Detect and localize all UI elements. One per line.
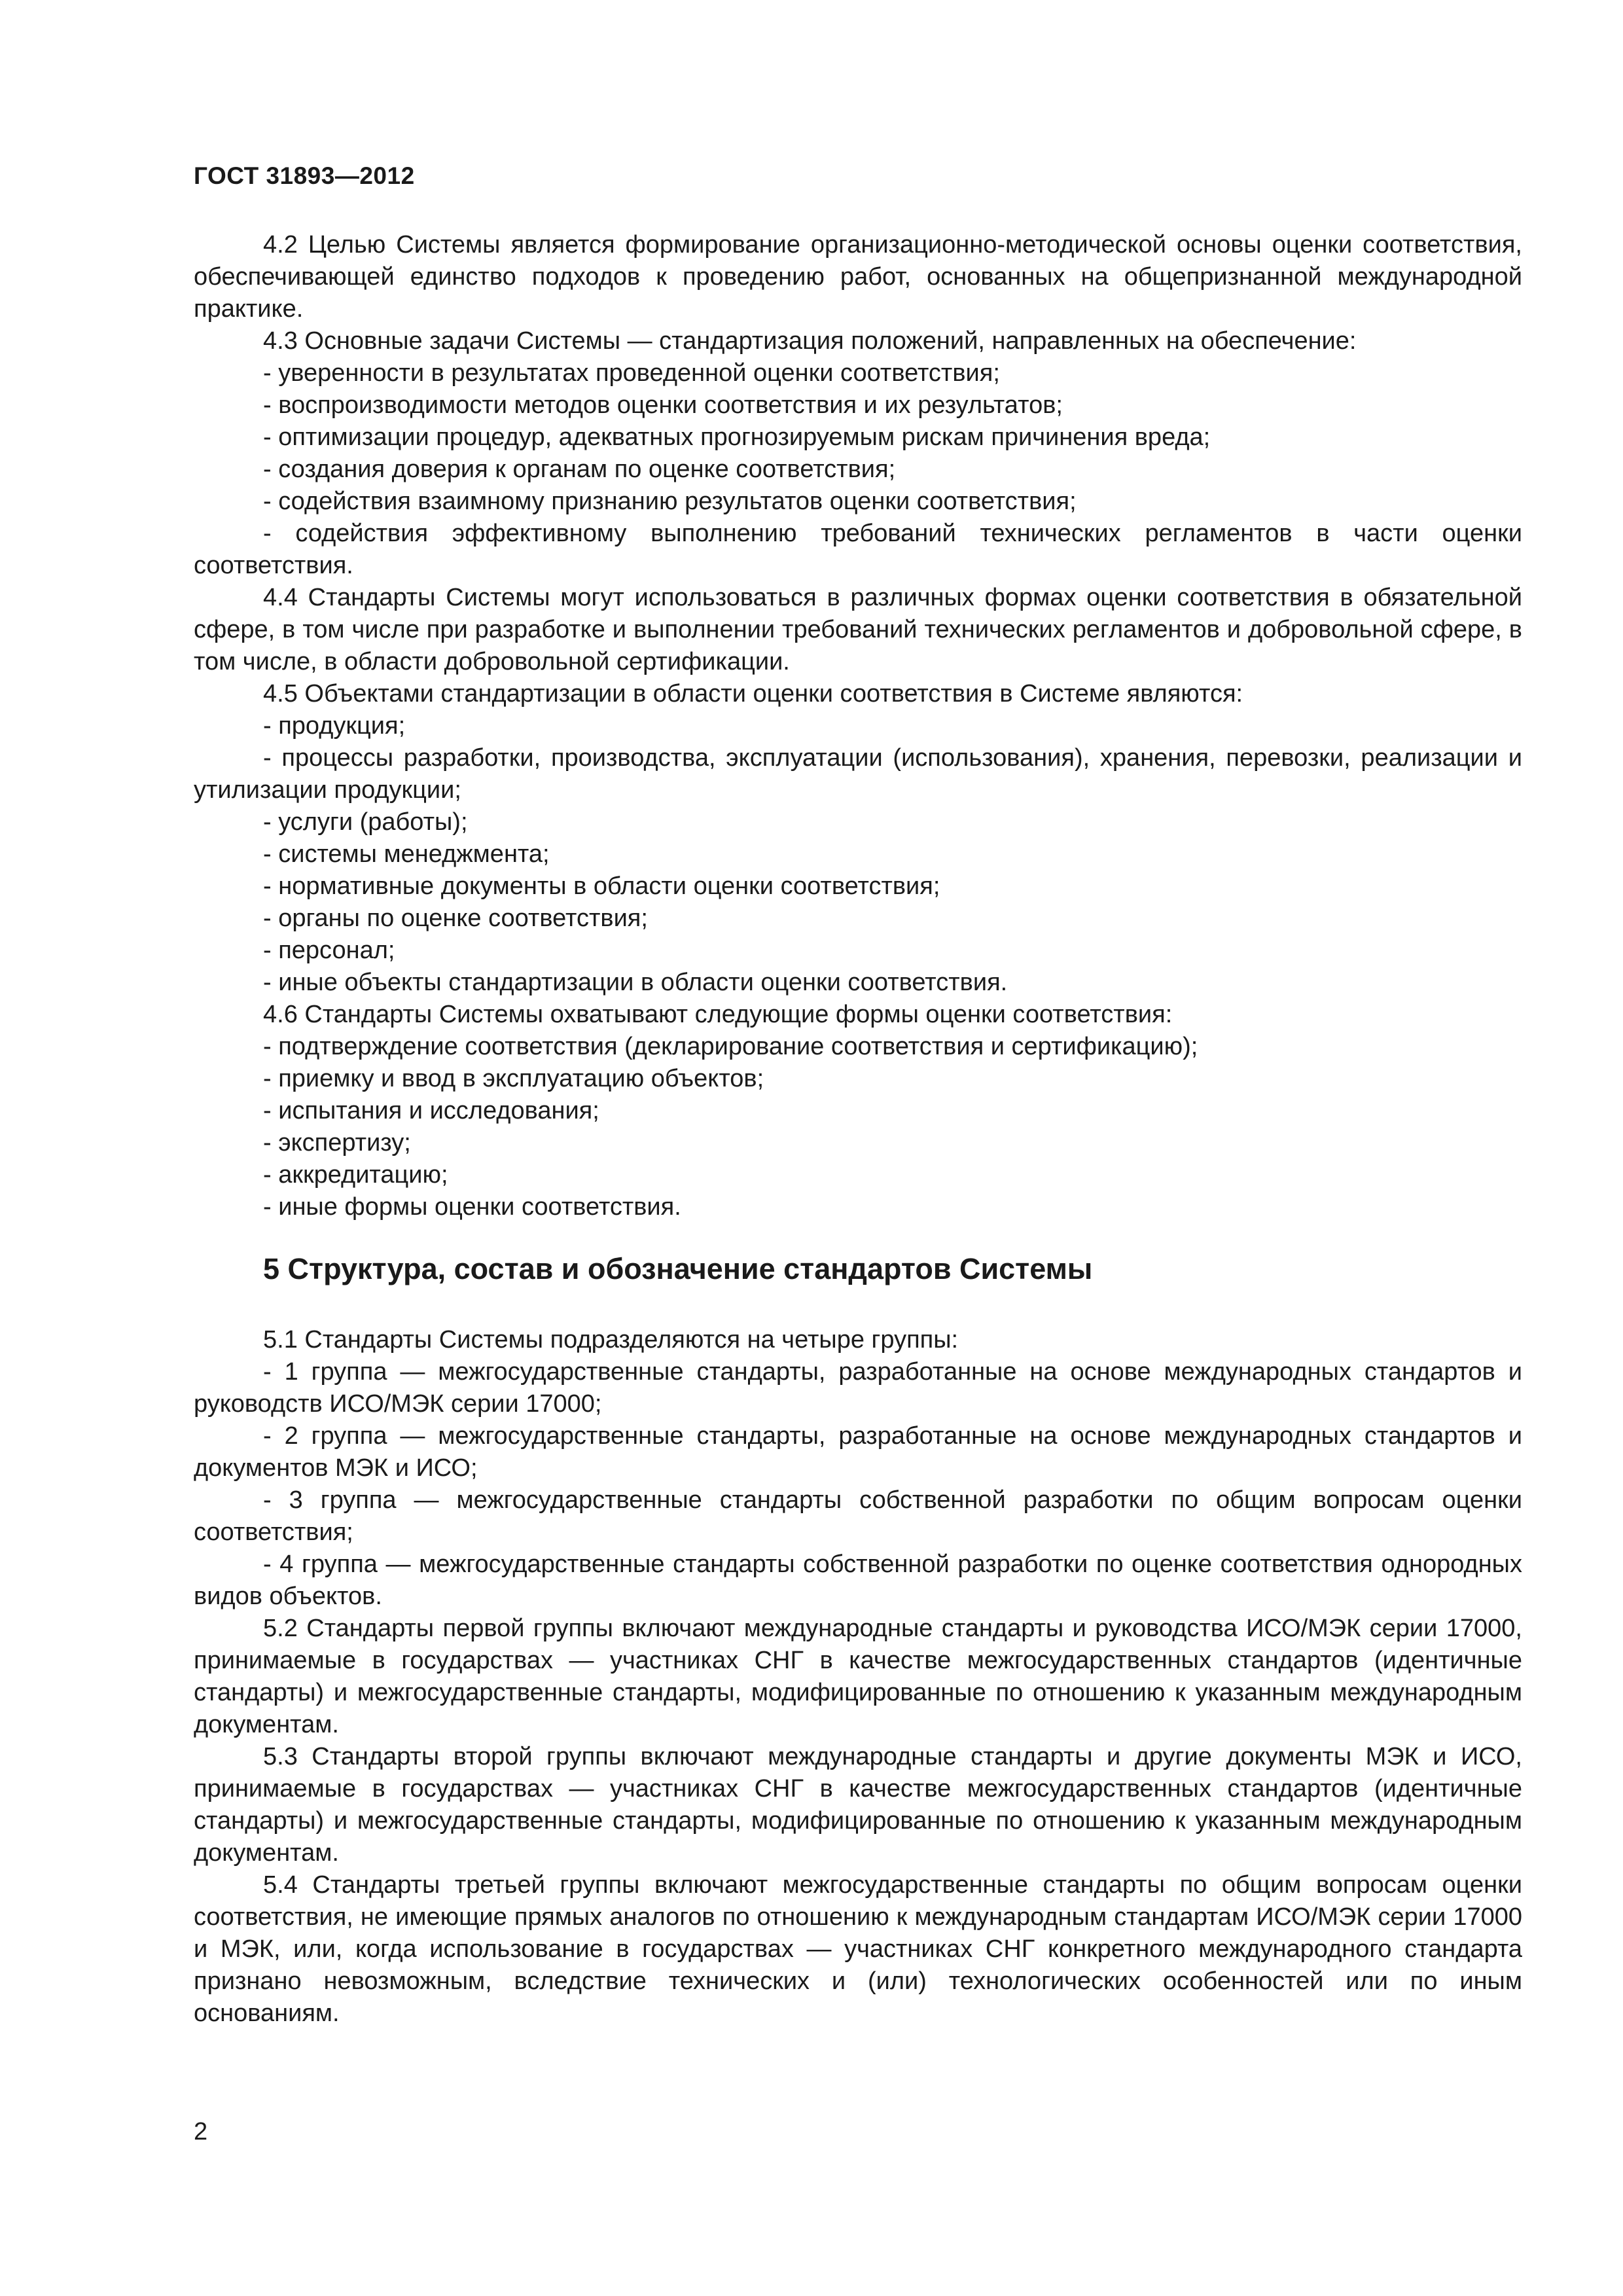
list-item: - оптимизации процедур, адекватных прогнозируемым рискам причинения вреда; bbox=[263, 423, 1211, 451]
list-item: - 2 группа — межгосударственные стандарты, разработанные на основе международных стандартов и документов МЭК и ИСО; bbox=[194, 1422, 1522, 1482]
list-item: - создания доверия к органам по оценке соответствия; bbox=[263, 456, 896, 483]
document-header: ГОСТ 31893—2012 bbox=[194, 162, 415, 189]
section-5-heading: 5 Структура, состав и обозначение стандартов Системы bbox=[263, 1252, 1093, 1285]
document-body bbox=[194, 229, 1522, 2030]
paragraph-4-5: 4.5 Объектами стандартизации в области оценки соответствия в Системе являются: bbox=[263, 680, 1243, 708]
paragraph-5-2: 5.2 Стандарты первой группы включают международные стандарты и руководства ИСО/МЭК серии 17000, принимаемые в государствах — участниках СНГ в качестве межгосударственных стандартов (идентичные стандарты) и межгосударственные стандарты, модифицированные по отношению к указанным международным документам. bbox=[194, 1615, 1522, 1738]
list-item: - продукция; bbox=[263, 712, 406, 740]
paragraph-5-3: 5.3 Стандарты второй группы включают международные стандарты и другие документы МЭК и ИСО, принимаемые в государствах — участниках СНГ в качестве межгосударственных стандартов (идентичные стандарты) и межгосударственные стандарты, модифицированные по отношению к указанным международным документам. bbox=[194, 1743, 1522, 1867]
paragraph-4-4: 4.4 Стандарты Системы могут использоваться в различных формах оценки соответствия в обязательной сфере, в том числе при разработке и выполнении требований технических регламентов и добровольной сфере, в том числе, в области добровольной сертификации. bbox=[194, 584, 1522, 675]
page-number: 2 bbox=[194, 2118, 208, 2145]
paragraph-4-2: 4.2 Целью Системы является формирование организационно-методической основы оценки соответствия, обеспечивающей единство подходов к проведению работ, основанных на общепризнанной международной практике. bbox=[194, 231, 1522, 323]
paragraph-4-6: 4.6 Стандарты Системы охватывают следующие формы оценки соответствия: bbox=[263, 1001, 1173, 1028]
paragraph-5-1: 5.1 Стандарты Системы подразделяются на четыре группы: bbox=[263, 1326, 959, 1354]
list-item: - 1 группа — межгосударственные стандарты, разработанные на основе международных стандартов и руководств ИСО/МЭК серии 17000; bbox=[194, 1358, 1522, 1418]
list-item: - испытания и исследования; bbox=[263, 1097, 599, 1124]
list-item: - процессы разработки, производства, эксплуатации (использования), хранения, перевозки, реализации и утилизации продукции; bbox=[194, 744, 1522, 804]
list-item: - органы по оценке соответствия; bbox=[263, 905, 648, 932]
list-item: - подтверждение соответствия (декларирование соответствия и сертификацию); bbox=[263, 1033, 1198, 1060]
list-item: - воспроизводимости методов оценки соответствия и их результатов; bbox=[263, 391, 1063, 419]
list-item: - 4 группа — межгосударственные стандарты собственной разработки по оценке соответствия однородных видов объектов. bbox=[194, 1551, 1522, 1610]
list-item: - аккредитацию; bbox=[263, 1161, 448, 1189]
list-item: - иные формы оценки соответствия. bbox=[263, 1193, 681, 1221]
paragraph-5-4: 5.4 Стандарты третьей группы включают межгосударственные стандарты по общим вопросам оценки соответствия, не имеющие прямых аналогов по отношению к международным стандартам ИСО/МЭК серии 17000 и МЭК, или, когда использование в государствах — участниках СНГ конкретного международного стандарта признано невозможным, вследствие технических и (или) технологических особенностей или по иным основаниям. bbox=[194, 1871, 1522, 2027]
list-item: - содействия взаимному признанию результатов оценки соответствия; bbox=[263, 488, 1077, 515]
list-item: - услуги (работы); bbox=[263, 808, 468, 836]
list-item: - приемку и ввод в эксплуатацию объектов; bbox=[263, 1065, 764, 1092]
list-item: - персонал; bbox=[263, 937, 395, 964]
list-item: - системы менеджмента; bbox=[263, 840, 550, 868]
list-item: - иные объекты стандартизации в области оценки соответствия. bbox=[263, 969, 1008, 996]
list-item: - нормативные документы в области оценки соответствия; bbox=[263, 872, 940, 900]
list-item: - 3 группа — межгосударственные стандарты собственной разработки по общим вопросам оценки соответствия; bbox=[194, 1486, 1522, 1546]
paragraph-4-3: 4.3 Основные задачи Системы — стандартизация положений, направленных на обеспечение: bbox=[263, 327, 1357, 355]
list-item: - экспертизу; bbox=[263, 1129, 411, 1157]
list-item: - содействия эффективному выполнению требований технических регламентов в части оценки соответствия. bbox=[194, 520, 1522, 579]
list-item: - уверенности в результатах проведенной оценки соответствия; bbox=[263, 359, 1000, 387]
